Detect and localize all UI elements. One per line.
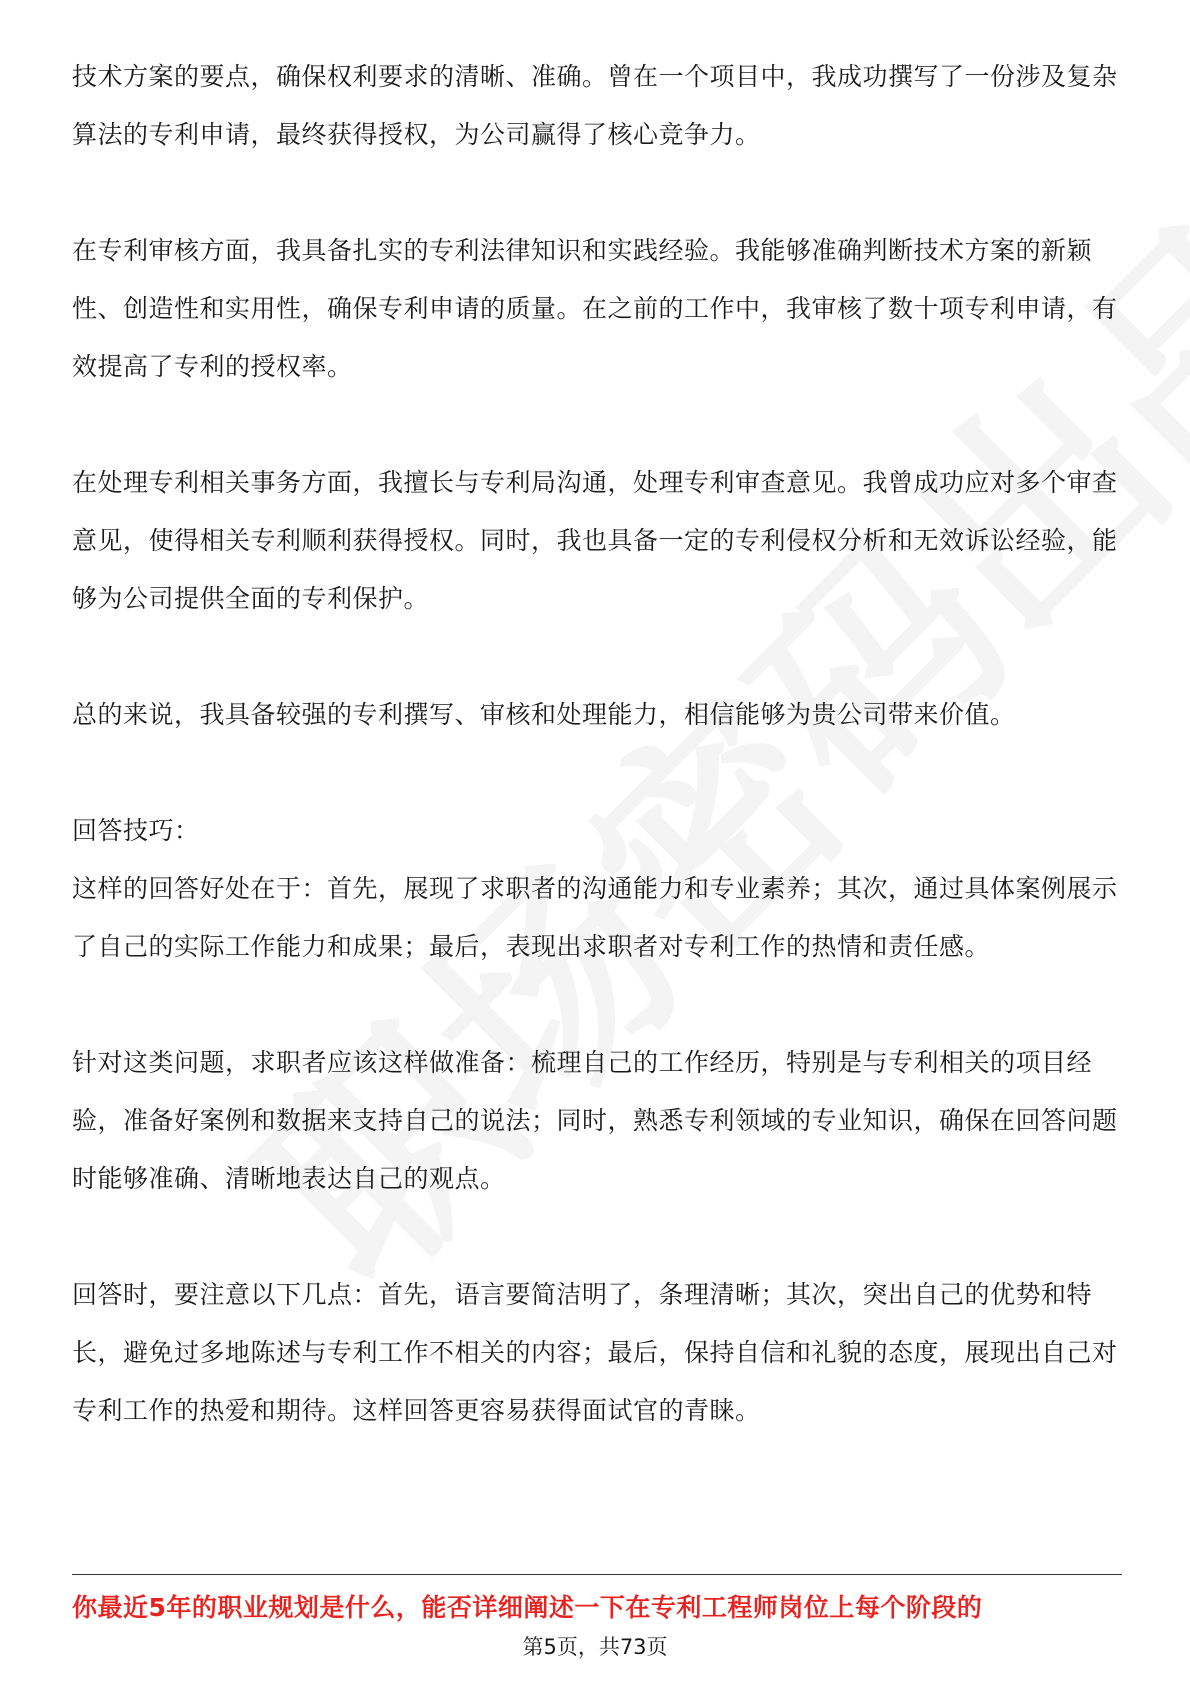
page-number: 第5页，共73页	[522, 1635, 668, 1659]
paragraph-4: 总的来说，我具备较强的专利撰写、审核和处理能力，相信能够为贵公司带来价值。	[72, 700, 1016, 729]
main-content	[72, 48, 1122, 1498]
tips-attention: 回答时，要注意以下几点：首先，语言要简洁明了，条理清晰；其次，突出自己的优势和特长，避免过多地陈述与专利工作不相关的内容；最后，保持自信和礼貌的态度，展现出自己对专利工作的热爱和期待。这样回答更容易获得面试官的青睐。	[72, 1280, 1118, 1425]
divider	[72, 1574, 1122, 1575]
paragraph-2: 在专利审核方面，我具备扎实的专利法律知识和实践经验。我能够准确判断技术方案的新颖性、创造性和实用性，确保专利申请的质量。在之前的工作中，我审核了数十项专利申请，有效提高了专利的授权率。	[72, 236, 1118, 381]
tips-body: 这样的回答好处在于：首先，展现了求职者的沟通能力和专业素养；其次，通过具体案例展示了自己的实际工作能力和成果；最后，表现出求职者对专利工作的热情和责任感。	[72, 874, 1118, 961]
page-footer	[0, 1632, 1190, 1662]
paragraph-1: 技术方案的要点，确保权利要求的清晰、准确。曾在一个项目中，我成功撰写了一份涉及复杂算法的专利申请，最终获得授权，为公司赢得了核心竞争力。	[72, 62, 1118, 149]
next-question-heading: 你最近5年的职业规划是什么，能否详细阐述一下在专利工程师岗位上每个阶段的	[72, 1593, 983, 1622]
tips-heading: 回答技巧：	[72, 816, 200, 845]
tips-preparation: 针对这类问题，求职者应该这样做准备：梳理自己的工作经历，特别是与专利相关的项目经验，准备好案例和数据来支持自己的说法；同时，熟悉专利领域的专业知识，确保在回答问题时能够准确、清晰地表达自己的观点。	[72, 1048, 1118, 1193]
paragraph-3: 在处理专利相关事务方面，我擅长与专利局沟通，处理专利审查意见。我曾成功应对多个审查意见，使得相关专利顺利获得授权。同时，我也具备一定的专利侵权分析和无效诉讼经验，能够为公司提供全面的专利保护。	[72, 468, 1118, 613]
